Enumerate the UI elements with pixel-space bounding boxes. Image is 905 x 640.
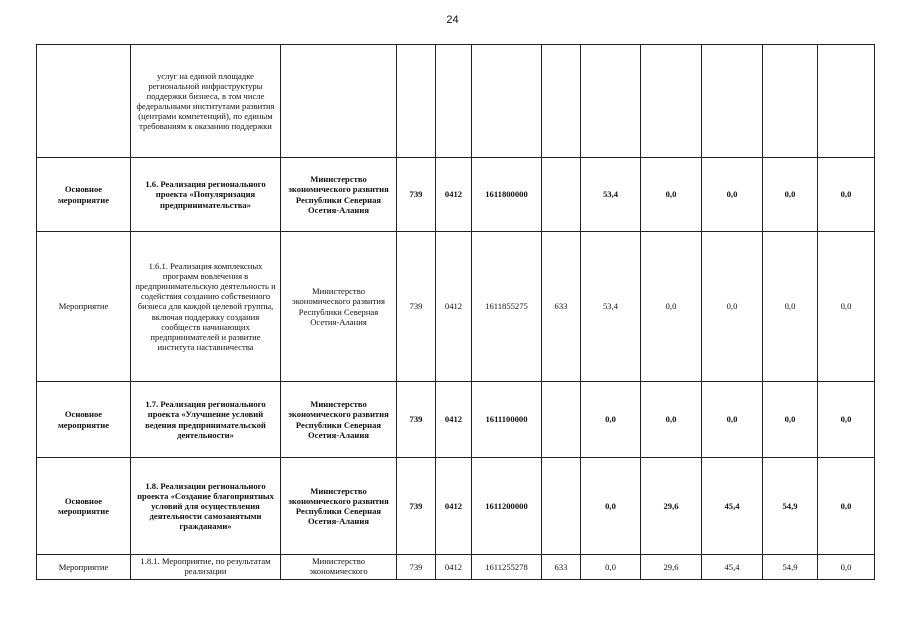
- cell-value-3: 45,4: [702, 555, 763, 580]
- cell-csr: 1611255278: [472, 555, 542, 580]
- cell-csr: 1611800000: [472, 158, 542, 232]
- table-row: [37, 45, 875, 158]
- cell-csr: 1611855275: [472, 232, 542, 382]
- cell-value-4: 0,0: [763, 232, 818, 382]
- table-row: [37, 458, 875, 555]
- row-name: 1.6. Реализация регионального проекта «Популяризация предпринимательства»: [131, 158, 281, 232]
- row-type: Мероприятие: [37, 555, 131, 580]
- cell-value-1: 0,0: [581, 458, 641, 555]
- cell-value-5: [818, 45, 875, 158]
- cell-value-5: 0,0: [818, 382, 875, 458]
- cell-value-2: [641, 45, 702, 158]
- cell-rzpr: 0412: [436, 555, 472, 580]
- cell-vr: [542, 458, 581, 555]
- row-executor: Министерство экономического развития Республики Северная Осетия-Алания: [281, 458, 397, 555]
- page-number: 24: [446, 14, 459, 26]
- cell-value-1: [581, 45, 641, 158]
- row-name: 1.8.1. Мероприятие, по результатам реализации: [131, 555, 281, 580]
- row-type: [37, 45, 131, 158]
- cell-value-5: 0,0: [818, 458, 875, 555]
- cell-value-3: 0,0: [702, 232, 763, 382]
- row-type: Основное мероприятие: [37, 458, 131, 555]
- cell-value-4: [763, 45, 818, 158]
- cell-csr: 1611200000: [472, 458, 542, 555]
- row-name: 1.8. Реализация регионального проекта «Создание благоприятных условий для осуществления деятельности самозанятыми гражданами»: [131, 458, 281, 555]
- cell-value-1: 53,4: [581, 158, 641, 232]
- cell-value-4: 0,0: [763, 158, 818, 232]
- row-name: 1.7. Реализация регионального проекта «Улучшение условий ведения предпринимательской деятельности»: [131, 382, 281, 458]
- budget-table: [36, 44, 875, 580]
- cell-value-4: 54,9: [763, 555, 818, 580]
- cell-value-5: 0,0: [818, 232, 875, 382]
- cell-vr: [542, 158, 581, 232]
- row-name: 1.6.1. Реализация комплексных программ вовлечения в предпринимательскую деятельность и содействия созданию собственного бизнеса для каждой целевой группы, включая поддержку создания сообществ начинающих предпринимателей и развитие института наставничества: [131, 232, 281, 382]
- cell-value-3: 0,0: [702, 382, 763, 458]
- cell-grbs: 739: [397, 458, 436, 555]
- cell-csr: [472, 45, 542, 158]
- cell-vr: 633: [542, 232, 581, 382]
- table-row: [37, 232, 875, 382]
- cell-value-4: 54,9: [763, 458, 818, 555]
- cell-rzpr: 0412: [436, 158, 472, 232]
- cell-grbs: 739: [397, 382, 436, 458]
- row-name: услуг на единой площадке региональной инфраструктуры поддержки бизнеса, в том числе федеральными институтами развития (центрами компетенций), по единым требованиям к оказанию поддержки: [131, 45, 281, 158]
- cell-value-2: 0,0: [641, 232, 702, 382]
- cell-value-3: 45,4: [702, 458, 763, 555]
- cell-value-5: 0,0: [818, 158, 875, 232]
- row-executor: Министерство экономического: [281, 555, 397, 580]
- cell-rzpr: [436, 45, 472, 158]
- cell-grbs: 739: [397, 158, 436, 232]
- cell-value-1: 0,0: [581, 555, 641, 580]
- cell-value-2: 0,0: [641, 158, 702, 232]
- cell-value-3: 0,0: [702, 158, 763, 232]
- row-executor: Министерство экономического развития Республики Северная Осетия-Алания: [281, 158, 397, 232]
- table-row: [37, 382, 875, 458]
- cell-grbs: [397, 45, 436, 158]
- cell-vr: 633: [542, 555, 581, 580]
- cell-csr: 1611100000: [472, 382, 542, 458]
- cell-value-4: 0,0: [763, 382, 818, 458]
- row-type: Основное мероприятие: [37, 158, 131, 232]
- cell-rzpr: 0412: [436, 232, 472, 382]
- cell-value-1: 53,4: [581, 232, 641, 382]
- cell-rzpr: 0412: [436, 382, 472, 458]
- cell-vr: [542, 382, 581, 458]
- cell-value-1: 0,0: [581, 382, 641, 458]
- cell-value-3: [702, 45, 763, 158]
- cell-grbs: 739: [397, 232, 436, 382]
- cell-value-5: 0,0: [818, 555, 875, 580]
- cell-grbs: 739: [397, 555, 436, 580]
- cell-vr: [542, 45, 581, 158]
- row-type: Мероприятие: [37, 232, 131, 382]
- cell-value-2: 29,6: [641, 555, 702, 580]
- table-row: [37, 555, 875, 580]
- cell-value-2: 29,6: [641, 458, 702, 555]
- row-type: Основное мероприятие: [37, 382, 131, 458]
- table-row: [37, 158, 875, 232]
- cell-value-2: 0,0: [641, 382, 702, 458]
- cell-rzpr: 0412: [436, 458, 472, 555]
- row-executor: [281, 45, 397, 158]
- row-executor: Министерство экономического развития Республики Северная Осетия-Алания: [281, 232, 397, 382]
- row-executor: Министерство экономического развития Республики Северная Осетия-Алания: [281, 382, 397, 458]
